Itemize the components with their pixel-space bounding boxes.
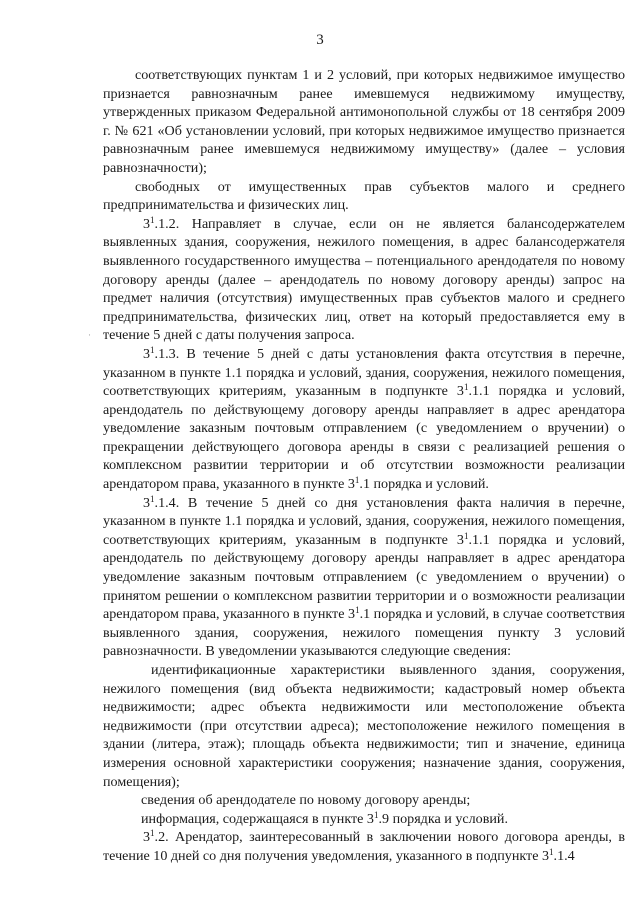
paragraph-3-1-1-2: $3^1.1.2$. Направляет в случае, если он не является балансодержателем выявленных здания, сооружения, нежилого помещения, в адрес балансодержателя выявленного государственного имущества – потенциального арендодателя по новому договору аренды (далее – арендодатель по новому договору аренды) запрос на предмет наличия (отсутствия) имущественных прав субъектов малого и среднего предпринимательства, физических лиц, ответ на который предоставляется ему в течение 5 дней с даты получения запроса. bbox=[103, 214, 625, 344]
clause-number: $3^1.1.3$. bbox=[143, 344, 180, 362]
scan-artifact-mark: · bbox=[88, 330, 91, 340]
page-number: 3 bbox=[316, 32, 324, 48]
paragraph-free-of-rights: свободных от имущественных прав субъектов малого и среднего предпринимательства и физических лиц. bbox=[103, 178, 625, 214]
clause-number: $3^1.1.4$. bbox=[143, 493, 180, 511]
list-item-information: информация, содержащаяся в пункте $3^1.9$ порядка и условий. bbox=[141, 809, 508, 827]
clause-number: $3^1.2$. bbox=[143, 828, 169, 846]
list-item-identification: идентификационные характеристики выявленного здания, сооружения, нежилого помещения (вид объекта недвижимости; кадастровый номер объекта недвижимости; адрес объекта недвижимости или местоположение объекта недвижимости (при отсутствии адреса); местоположение нежилого помещения в здании (литера, этаж); площадь объекта недвижимости; тип и значение, единица измерения основной характеристики сооружения; назначение здания, сооружения, помещения); bbox=[103, 662, 625, 790]
clause-number: $3^1.1.2$. bbox=[143, 214, 180, 232]
document-body bbox=[103, 66, 625, 866]
list-item-landlord-info: сведения об арендодателе по новому договору аренды; bbox=[141, 792, 471, 809]
paragraph-continuation: соответствующих пунктам 1 и 2 условий, при которых недвижимое имущество признается равнозначным ранее имевшемуся недвижимому имуществу, утвержденных приказом Федеральной антимонопольной службы от 18 сентября 2009 г. № 621 «Об установлении условий, при которых недвижимое имущество признается равнозначным ранее имевшемуся недвижимому имуществу» (далее – условия равнозначности); bbox=[103, 67, 625, 176]
paragraph-3-1-1-3: $3^1.1.3$. В течение 5 дней с даты установления факта отсутствия в перечне, указанном в пункте 1.1 порядка и условий, здания, сооружения, нежилого помещения, соответствующих критериям, указанным в подпункте $3^1.1.1$ порядка и условий, арендодатель по действующему договору аренды направляет в адрес арендатора уведомление заказным почтовым отправлением (с уведомлением о вручении) о прекращении действующего договора аренды в связи с реализацией решения о комплексном развитии территории и об отсутствии возможности реализации арендатором права, указанного в пункте $3^1.1$ порядка и условий. bbox=[103, 344, 625, 493]
paragraph-3-1-1-4: $3^1.1.4$. В течение 5 дней со дня установления факта наличия в перечне, указанном в пункте 1.1 порядка и условий, здания, сооружения, нежилого помещения, соответствующих критериям, указанным в подпункте $3^1.1.1$ порядка и условий, арендодатель по действующему договору аренды направляет в адрес арендатора уведомление заказным почтовым отправлением (с уведомлением о вручении) о принятом решении о комплексном развитии территории и о возможности реализации арендатором права, указанного в пункте $3^1.1$ порядка и условий, в случае соответствия выявленного здания, сооружения, нежилого помещения пункту 3 условий равнозначности. В уведомлении указываются следующие сведения: bbox=[103, 493, 625, 660]
paragraph-3-1-2: $3^1.2$. Арендатор, заинтересованный в заключении нового договора аренды, в течение 10 дней со дня получения уведомления, указанного в подпункте $3^1.1.4$ bbox=[103, 828, 625, 864]
